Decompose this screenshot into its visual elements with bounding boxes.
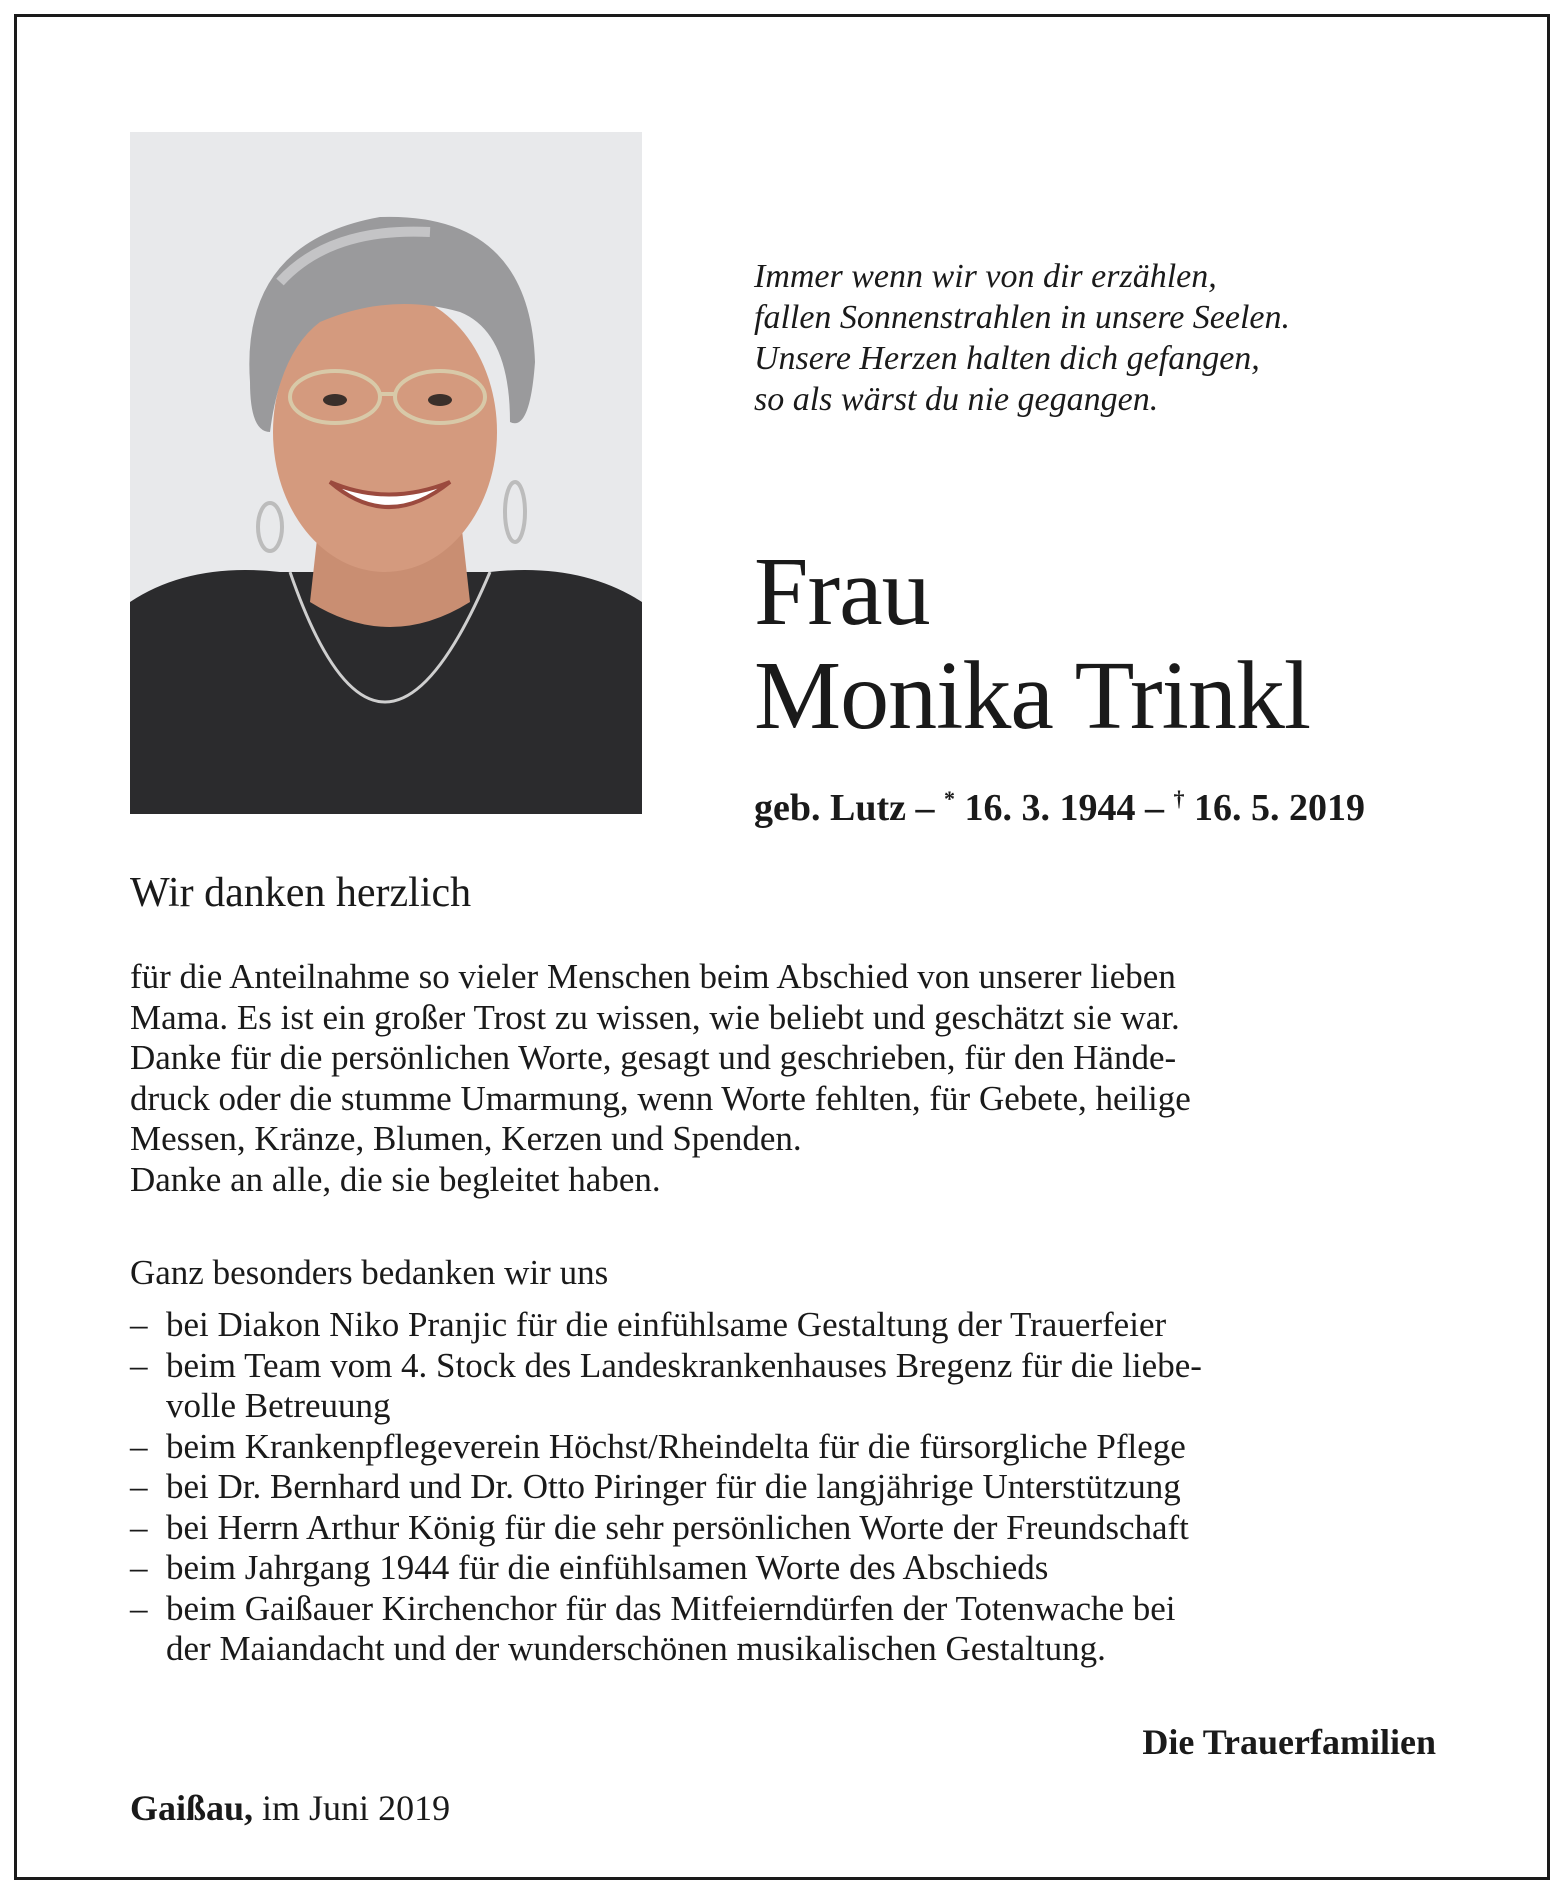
list-item-line: volle Betreuung	[166, 1386, 391, 1425]
maiden-name: geb. Lutz –	[754, 787, 935, 829]
poem-line: so als wärst du nie gegangen.	[754, 381, 1159, 418]
list-item-line: bei Herrn Arthur König für die sehr persönlichen Worte der Freundschaft	[166, 1507, 1189, 1547]
list-item-line: bei Diakon Niko Pranjic für die einfühlsame Gestaltung der Trauerfeier	[166, 1305, 1167, 1344]
paragraph-line: Mama. Es ist ein großer Trost zu wissen, wie beliebt und geschätzt sie war.	[130, 997, 1180, 1037]
paragraph-line: druck oder die stumme Umarmung, wenn Worte fehlten, für Gebete, heilige	[130, 1078, 1191, 1118]
memorial-poem	[754, 256, 1290, 420]
signature: Die Trauerfamilien	[1142, 1722, 1436, 1762]
list-item-line: beim Krankenpflegeverein Höchst/Rheindelta für die fürsorgliche Pflege	[166, 1426, 1186, 1466]
list-dash: –	[130, 1467, 148, 1506]
poem-line: Immer wenn wir von dir erzählen,	[754, 258, 1217, 295]
list-item-line: beim Jahrgang 1944 für die einfühlsamen Worte des Abschieds	[166, 1548, 1049, 1587]
list-dash: –	[130, 1305, 148, 1344]
list-item-line: der Maiandacht und der wunderschönen musikalischen Gestaltung.	[166, 1629, 1106, 1668]
thanks-paragraph	[130, 957, 1440, 1200]
paragraph-line: Danke für die persönlichen Worte, gesagt und geschrieben, für den Hände-	[130, 1038, 1177, 1077]
paragraph-line: Messen, Kränze, Blumen, Kerzen und Spenden.	[130, 1119, 802, 1158]
list-dash: –	[130, 1507, 148, 1547]
list-item-line: beim Gaißauer Kirchenchor für das Mitfeierndürfen der Totenwache bei	[166, 1588, 1176, 1628]
list-item	[130, 1305, 1450, 1346]
date-text: im Juni 2019	[262, 1788, 451, 1828]
list-dash: –	[130, 1588, 148, 1628]
list-dash: –	[130, 1548, 148, 1587]
list-item	[130, 1548, 1450, 1589]
paragraph-line: Danke an alle, die sie begleitet haben.	[130, 1159, 661, 1199]
birth-symbol: *	[944, 786, 955, 811]
list-item	[130, 1508, 1450, 1549]
deceased-name	[754, 540, 1310, 748]
salutation: Frau	[754, 538, 930, 646]
poem-line: fallen Sonnenstrahlen in unsere Seelen.	[754, 299, 1291, 336]
list-item	[130, 1589, 1450, 1670]
list-item	[130, 1427, 1450, 1468]
list-item	[130, 1346, 1450, 1427]
birth-date: 16. 3. 1944 –	[964, 787, 1164, 829]
paragraph-line: für die Anteilnahme so vieler Menschen beim Abschied von unserer lieben	[130, 957, 1176, 996]
death-symbol: †	[1173, 786, 1185, 811]
list-item-line: beim Team vom 4. Stock des Landeskrankenhauses Bregenz für die liebe-	[166, 1345, 1202, 1385]
full-name: Monika Trinkl	[754, 642, 1311, 750]
thanks-heading: Wir danken herzlich	[130, 870, 472, 916]
life-dates	[754, 777, 1365, 830]
death-date: 16. 5. 2019	[1194, 787, 1365, 829]
special-thanks-heading: Ganz besonders bedanken wir uns	[130, 1253, 609, 1292]
list-item-line: bei Dr. Bernhard und Dr. Otto Piringer für die langjährige Unterstützung	[166, 1467, 1181, 1506]
place: Gaißau,	[130, 1788, 254, 1828]
place-date	[130, 1786, 450, 1830]
poem-line: Unsere Herzen halten dich gefangen,	[754, 340, 1260, 377]
list-item	[130, 1467, 1450, 1508]
list-dash: –	[130, 1426, 148, 1466]
list-dash: –	[130, 1345, 148, 1385]
portrait-photo	[130, 132, 642, 814]
special-thanks-list	[130, 1305, 1450, 1670]
